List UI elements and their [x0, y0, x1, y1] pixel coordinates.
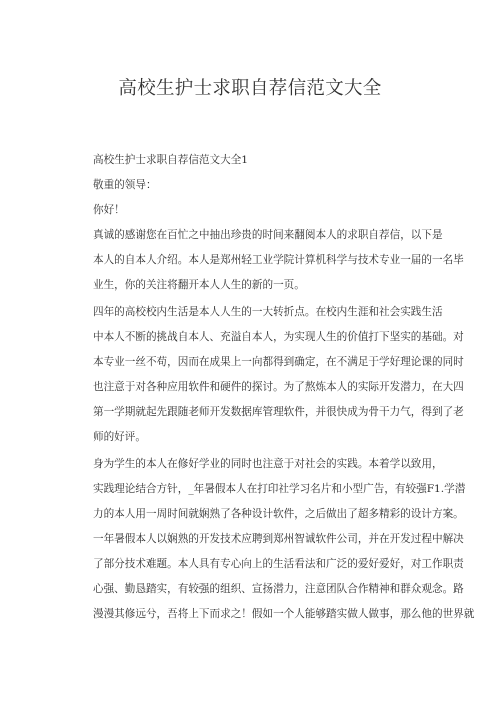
paragraph-intro: [72, 223, 464, 298]
paragraph-greeting: [72, 198, 432, 223]
text-line: 本专业一丝不苟，因而在成果上一向都得到确定，在不满足于学好理论课的同时: [93, 356, 464, 368]
text-line: 高校生护士求职自荐信范文大全1: [93, 154, 249, 166]
text-line: 第一学期就起先跟随老师开发数据库管理软件，并很快成为骨干力气，得到了老: [93, 406, 464, 418]
text-line: 也注意于对各种应用软件和硬件的探讨。为了熬炼本人的实际开发潜力，在大四: [93, 381, 464, 393]
text-line: 心强、勤恳踏实，有较强的组织、宣扬潜力，注意团队合作精神和群众观念。路: [93, 583, 464, 595]
text-line: 一年暑假本人以娴熟的开发技术应聘到郑州智诚软件公司，并在开发过程中解决: [93, 533, 464, 545]
document-body: [72, 148, 475, 627]
paragraph-social-practice: [72, 452, 475, 627]
text-line: 四年的高校校内生活是本人人生的一大转折点。在校内生涯和社会实践生活: [93, 306, 443, 318]
text-line: 实践理论结合方针，_年暑假本人在打印社学习名片和小型广告，有较强F1.学潜: [93, 483, 466, 495]
paragraph-heading-line: [72, 148, 432, 173]
text-line: 你好！: [93, 204, 125, 216]
text-line: 敬重的领导：: [93, 179, 157, 191]
text-line: 真诚的感谢您在百忙之中抽出珍贵的时间来翻阅本人的求职自荐信，以下是: [93, 229, 443, 241]
text-line: 了部分技术难题。本人具有专心向上的生活看法和广泛的爱好爱好，对工作职责: [93, 558, 464, 570]
document-title: 高校生护士求职自荐信范文大全: [118, 78, 382, 99]
text-line: 漫漫其修远兮，吾将上下而求之！假如一个人能够踏实做人做事，那么他的世界就: [93, 608, 475, 620]
text-line: 师的好评。: [93, 431, 146, 443]
text-line: 中本人不断的挑战自本人、充溢自本人，为实现人生的价值打下坚实的基础。对: [93, 331, 464, 343]
paragraph-salutation: [72, 173, 432, 198]
text-line: 力的本人用一周时间就娴熟了各种设计软件，之后做出了超多精彩的设计方案。: [93, 508, 464, 520]
text-line: 本人的自本人介绍。本人是郑州轻工业学院计算机科学与技术专业一届的一名毕: [93, 254, 464, 266]
text-line: 身为学生的本人在修好学业的同时也注意于对社会的实践。本着学以致用，: [93, 458, 443, 470]
text-line: 业生，你的关注将翻开本人人生的新的一页。: [93, 279, 305, 291]
paragraph-university-life: [72, 300, 464, 450]
